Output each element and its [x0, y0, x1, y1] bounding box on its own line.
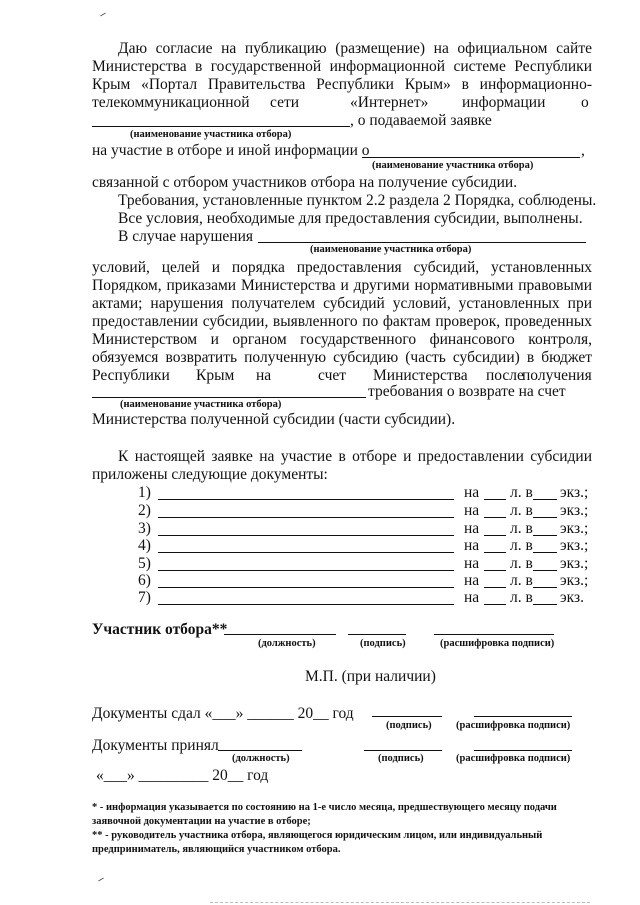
attachment-ekz: экз.;: [560, 555, 589, 572]
attachment-l: л. в: [510, 572, 533, 589]
attachment-ekz: экз.;: [560, 520, 589, 537]
submitted-signature-blank[interactable]: [372, 716, 442, 717]
attachment-na: на: [464, 484, 480, 501]
attachment-pages-blank[interactable]: [484, 570, 506, 571]
violation-line-3: актами; нарушения получателем субсидий условий, установленных при: [92, 295, 592, 312]
violation-line-7g: получения: [522, 367, 592, 384]
attachment-row-7: [92, 589, 592, 607]
submitted-line: Документы сдал «___» ______ 20__ год: [92, 705, 354, 722]
attachment-ekz: экз.;: [560, 572, 589, 589]
consent-line-1: Даю согласие на публикацию (размещение) на официальном сайте: [118, 40, 592, 57]
attachment-pages-blank[interactable]: [484, 499, 506, 500]
caption-participant-2: (наименование участника отбора): [372, 160, 534, 171]
consent-line-6-head: на участие в отборе и иной информации о: [92, 142, 370, 159]
caption-accepted-signature: (подпись): [378, 753, 424, 764]
participant-signature-blank[interactable]: [348, 634, 406, 635]
attachment-title-blank[interactable]: [158, 499, 454, 500]
caption-position: (должность): [258, 638, 316, 649]
attachment-number: 4): [138, 537, 151, 554]
caption-participant-4: (наименование участника отбора): [120, 399, 282, 410]
caption-decoding: (расшифровка подписи): [440, 638, 555, 649]
violation-line-7c: на: [256, 367, 272, 384]
caption-signature: (подпись): [360, 638, 406, 649]
accepted-label: Документы принял: [92, 737, 219, 754]
attachment-title-blank[interactable]: [158, 570, 454, 571]
scan-bleed-line: [210, 902, 590, 903]
attachment-row-5: [92, 555, 592, 573]
attachment-row-6: [92, 572, 592, 590]
attachment-title-blank[interactable]: [158, 552, 454, 553]
accepted-date: «___» _________ 20__ год: [96, 767, 269, 784]
caption-accepted-decoding: (расшифровка подписи): [456, 753, 571, 764]
blank-participant-4[interactable]: [92, 397, 366, 398]
violation-line-5: Министерством и органом государственного финансового контроля,: [92, 331, 592, 348]
blank-participant-1[interactable]: [92, 126, 350, 127]
caption-participant-3: (наименование участника отбора): [310, 244, 472, 255]
attachment-title-blank[interactable]: [158, 604, 454, 605]
attachment-ekz: экз.;: [560, 484, 589, 501]
violation-line-9: Министерства полученной субсидии (части субсидии).: [92, 411, 456, 428]
consent-line-3: Крым «Портал Правительства Республики Крым» в информационно-: [92, 76, 592, 93]
violation-line-7f: после: [486, 367, 524, 384]
caption-submitted-decoding: (расшифровка подписи): [456, 720, 571, 731]
consent-line-7: связанной с отбором участников отбора на получение субсидии.: [92, 174, 518, 191]
consent-line-6-tail: ,: [581, 142, 585, 159]
attachment-na: на: [464, 589, 480, 606]
attachment-copies-blank[interactable]: [533, 535, 557, 536]
attachment-title-blank[interactable]: [158, 587, 454, 588]
consent-line-4a: телекоммуникационной: [92, 94, 250, 111]
attachment-number: 7): [138, 589, 151, 606]
attachment-row-2: [92, 502, 592, 520]
attachment-l: л. в: [510, 520, 533, 537]
footnote-1-line-1: * - информация указывается по состоянию на 1-е число месяца, предшествующего месяцу подачи: [92, 802, 557, 813]
attachment-number: 5): [138, 555, 151, 572]
attachment-na: на: [464, 502, 480, 519]
consent-line-4d: информации: [462, 94, 546, 111]
attachment-number: 2): [138, 502, 151, 519]
attachment-title-blank[interactable]: [158, 535, 454, 536]
attachment-title-blank[interactable]: [158, 517, 454, 518]
violation-head: В случае нарушения: [118, 228, 254, 245]
attachment-copies-blank[interactable]: [533, 587, 557, 588]
attachment-na: на: [464, 555, 480, 572]
attachment-number: 3): [138, 520, 151, 537]
footnote-2-line-1: ** - руководитель участника отбора, являющегося юридическим лицом, или индивидуальный: [92, 830, 543, 841]
consent-line-4b: сети: [270, 94, 300, 111]
attachment-l: л. в: [510, 502, 533, 519]
consent-line-4e: о: [581, 94, 589, 111]
participant-label: Участник отбора**: [92, 621, 228, 638]
attachment-na: на: [464, 572, 480, 589]
requirements-line-1: Требования, установленные пунктом 2.2 раздела 2 Порядка, соблюдены.: [118, 192, 597, 209]
violation-line-7a: Республики: [92, 367, 170, 384]
attachment-row-1: [92, 484, 592, 502]
caption-submitted-signature: (подпись): [386, 720, 432, 731]
caption-accepted-position: (должность): [232, 753, 290, 764]
blank-participant-2[interactable]: [362, 157, 580, 158]
violation-line-4: предоставлении субсидии, выявленного по фактам проверок, проведенных: [92, 313, 592, 330]
consent-line-4c: «Интернет»: [350, 94, 429, 111]
accepted-position-blank[interactable]: [218, 750, 302, 751]
attachments-intro-2: приложены следующие документы:: [92, 466, 328, 483]
attachment-l: л. в: [510, 484, 533, 501]
violation-line-2: Порядком, приказами Министерства и другими нормативными правовыми: [92, 277, 592, 294]
attachment-l: л. в: [510, 537, 533, 554]
attachment-pages-blank[interactable]: [484, 517, 506, 518]
attachment-number: 6): [138, 572, 151, 589]
attachment-na: на: [464, 520, 480, 537]
submitted-decoding-blank[interactable]: [474, 716, 572, 717]
violation-line-8-tail: требования о возврате на счет: [368, 383, 566, 400]
requirements-line-2: Все условия, необходимые для предоставления субсидии, выполнены.: [118, 210, 583, 227]
footnote-2-line-2: предприниматель, являющийся участником отбора.: [92, 844, 341, 855]
attachment-ekz: экз.: [560, 589, 584, 606]
violation-line-1: условий, целей и порядка предоставления субсидий, установленных: [92, 259, 592, 276]
attachment-l: л. в: [510, 555, 533, 572]
attachment-row-3: [92, 520, 592, 538]
violation-line-7b: Крым: [196, 367, 235, 384]
attachment-number: 1): [138, 484, 151, 501]
attachment-pages-blank[interactable]: [484, 535, 506, 536]
accepted-signature-blank[interactable]: [364, 750, 442, 751]
consent-line-5-tail: , о подаваемой заявке: [350, 112, 492, 129]
violation-line-7d: счет: [318, 367, 347, 384]
caption-participant-1: (наименование участника отбора): [130, 129, 292, 140]
stamp-label: М.П. (при наличии): [305, 668, 436, 685]
consent-line-2: Министерства в государственной информационной системе Республики: [92, 58, 592, 75]
blank-participant-3[interactable]: [258, 242, 586, 243]
attachment-pages-blank[interactable]: [484, 587, 506, 588]
accepted-decoding-blank[interactable]: [474, 750, 572, 751]
attachment-l: л. в: [510, 589, 533, 606]
attachment-copies-blank[interactable]: [533, 604, 557, 605]
violation-line-7e: Министерства: [373, 367, 468, 384]
attachment-pages-blank[interactable]: [484, 552, 506, 553]
attachments-intro-1: К настоящей заявке на участие в отборе и предоставлении субсидии: [118, 448, 592, 465]
attachment-row-4: [92, 537, 592, 555]
participant-decoding-blank[interactable]: [434, 634, 554, 635]
scan-mark-bottom: [98, 878, 104, 882]
attachment-na: на: [464, 537, 480, 554]
violation-line-6: обязуемся возвратить полученную субсидию (часть субсидии) в бюджет: [92, 349, 592, 366]
footnote-1-line-2: заявочной документации на участие в отборе;: [92, 816, 311, 827]
attachment-ekz: экз.;: [560, 502, 589, 519]
attachment-pages-blank[interactable]: [484, 604, 506, 605]
attachment-ekz: экз.;: [560, 537, 589, 554]
attachment-copies-blank[interactable]: [533, 499, 557, 500]
attachment-copies-blank[interactable]: [533, 570, 557, 571]
attachment-copies-blank[interactable]: [533, 552, 557, 553]
participant-position-blank[interactable]: [224, 634, 336, 635]
scan-mark: [100, 13, 106, 17]
attachment-copies-blank[interactable]: [533, 517, 557, 518]
